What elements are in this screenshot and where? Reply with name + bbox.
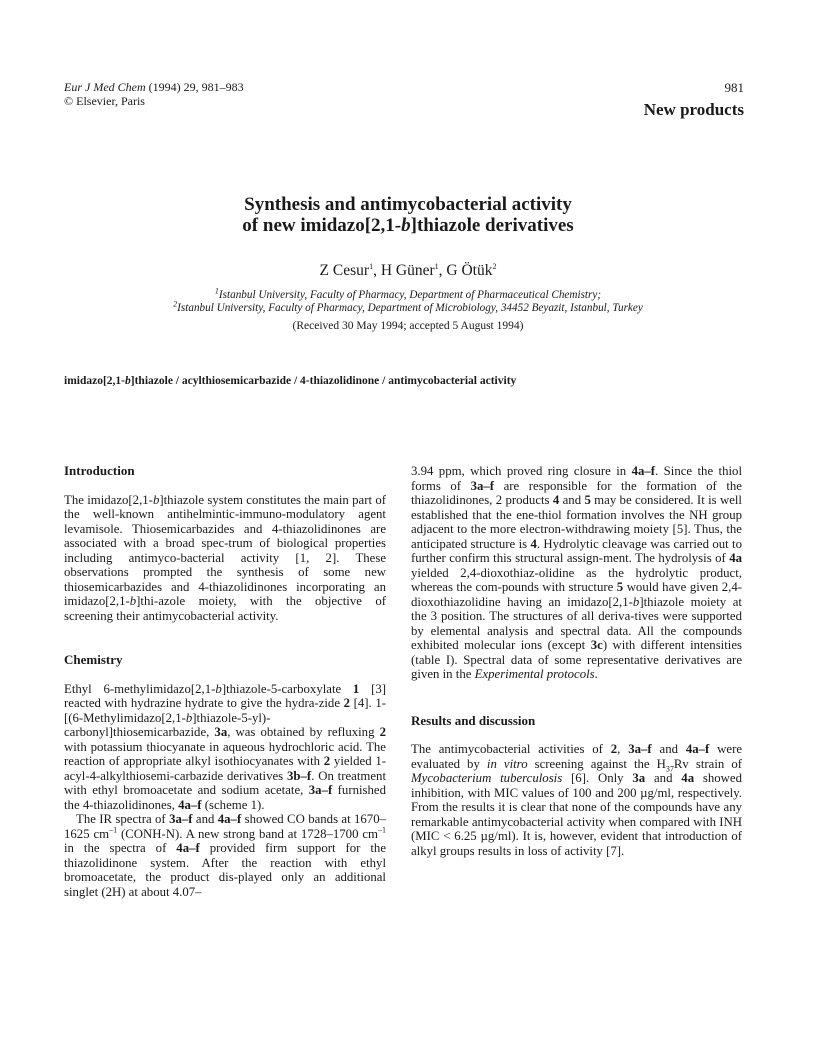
article-title — [0, 194, 816, 236]
page-number: 981 — [724, 80, 744, 95]
author: Z Cesur$^1$, — [319, 261, 381, 279]
journal-info: (1994) 29, 981–983 — [145, 80, 244, 94]
journal-name: Eur J Med Chem — [64, 80, 146, 94]
introduction-paragraph: The imidazo[2,1-b]thiazole system constitutes the main part of the well-known antihelmintic-immuno-modulatory agent levamisole. Thiosemicarbazides and 4-thiazolidinones are associated with a broad spec-trum of biological properties including antimyco-bacterial activity [1, 2]. These observations prompted the synthesis of some new thiosemicarbazides and 4-thiazolidinones incorporating an imidazo[2,1-b]thi-azole moiety, with the objective of screening their antimycobacterial activity. — [64, 492, 386, 623]
title-line-1: Synthesis and antimycobacterial activity — [244, 194, 572, 215]
received-dates: (Received 30 May 1994; accepted 5 August 1994) — [292, 320, 524, 332]
publisher: © Elsevier, Paris — [64, 94, 145, 108]
section-label: New products — [643, 100, 744, 119]
chemistry-paragraph-1: Ethyl 6-methylimidazo[2,1-b]thiazole-5-carboxylate 1 [3] reacted with hydrazine hydrate to give the hydra-zide 2 [4]. 1-[(6-Methylimidazo[2,1-b]thiazole-5-yl)-carbonyl]thiosemicarbazide, 3a, was obtained by refluxing 2 with potassium thiocyanate in aqueous hydrochloric acid. The reaction of appropriate alkyl isothiocyanates with 2 yielded 1-acyl-4-alkylthiosemi-carbazide derivatives 3b–f. On treatment with ethyl bromoacetate and sodium acetate, 3a–f furnished the 4-thiazolidinones, 4a–f (scheme 1). — [64, 681, 387, 812]
title-line-2: of new imidazo[2,1-b]thiazole derivatives — [242, 215, 574, 236]
keywords: imidazo[2,1-b]thiazole / acylthiosemicarbazide / 4-thiazolidinone / antimycobacterial activity — [64, 375, 517, 387]
author: G Ötük$^2$ — [446, 261, 497, 279]
chemistry-paragraph-2: The IR spectra of 3a–f and 4a–f showed CO bands at 1670–1625 $cm^{-1}$ (CONH-N). A new strong band at 1728–1700 $cm^{-1}$ in the spectra of 4a–f provided firm support for the thiazolidinone system. After the reaction with ethyl bromoacetate, the product dis-played only an additional singlet (2H) at about 4.07– — [64, 812, 387, 899]
affiliations — [0, 286, 816, 315]
introduction-heading: Introduction — [64, 463, 135, 478]
left-column — [64, 464, 386, 899]
affiliation: $^1$Istanbul University, Faculty of Pharmacy, Department of Pharmaceutical Chemistry; — [214, 286, 602, 301]
authors — [0, 262, 816, 280]
chemistry-heading: Chemistry — [64, 652, 123, 667]
results-heading: Results and discussion — [411, 712, 536, 728]
author: H Güner$^1$, — [380, 261, 447, 279]
results-paragraph: The antimycobacterial activities of 2, 3a–f and 4a–f were evaluated by in vitro screening against the $H_{37}Rv$ strain of Mycobacterium tuberculosis [6]. Only 3a and 4a showed inhibition, with MIC values of 100 and 200 µg/ml, respectively. From the results it is clear that none of the compounds have any remarkable antimycobacterial activity when compared with INH (MIC < 6.25 µg/ml). It is, however, evident that introduction of alkyl groups results in loss of activity [7]. — [411, 742, 743, 858]
chemistry-continuation: 3.94 ppm, which proved ring closure in 4a–f. Since the thiol forms of 3a–f are responsible for the formation of the thiazolidinones, 2 products 4 and 5 may be considered. It is well established that the ene-thiol formation involves the NH group adjacent to the more electron-withdrawing moiety [5]. Thus, the anticipated structure is 4. Hydrolytic cleavage was carried out to further confirm this structural assign-ment. The hydrolysis of 4a yielded 2,4-dioxothiaz-olidine as the hydrolytic product, whereas the com-pounds with structure 5 would have given 2,4-dioxothiazolidine having an imidazo[2,1-b]thiazole moiety at the 3 position. The structures of all deriva-tives were supported by elemental analysis and spectral data. All the compounds exhibited molecular ions (except 3c) with different intensities (table I). Spectral data of some representative derivatives are given in the Experimental protocols. — [411, 464, 742, 681]
journal-citation — [64, 80, 244, 108]
affiliation: $^2$Istanbul University, Faculty of Pharmacy, Department of Microbiology, 34452 Beyazit, Istanbul, Turkey — [173, 299, 643, 314]
right-column — [411, 464, 742, 858]
